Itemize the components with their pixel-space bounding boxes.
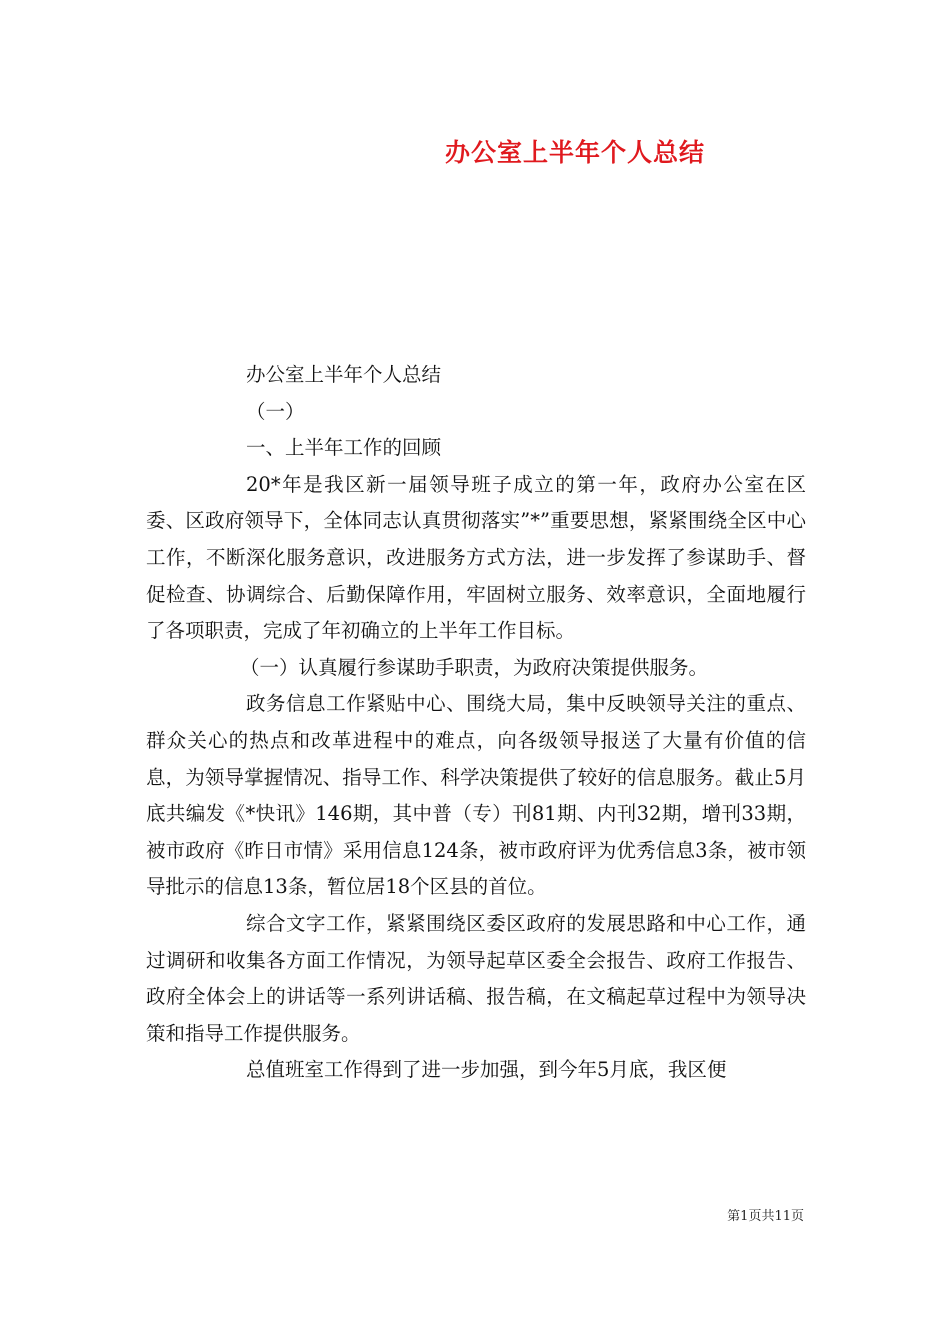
document-body (146, 357, 806, 1089)
document-subtitle: 办公室上半年个人总结 (246, 363, 442, 386)
section-heading: 一、上半年工作的回顾 (246, 436, 442, 460)
paragraph-information: 政务信息工作紧贴中心、围绕大局，集中反映领导关注的重点、群众关心的热点和改革进程中的难点，向各级领导报送了大量有价值的信息，为领导掌握情况、指导工作、科学决策提供了较好的信息服务。截止5月底共编发《*快讯》146期，其中普（专）刊81期、内刊32期，增刊33期，被市政府《昨日市情》采用信息124条，被市政府评为优秀信息3条，被市领导批示的信息13条，暂位居18个区县的首位。 (146, 692, 806, 899)
subsection-heading: （一）认真履行参谋助手职责，为政府决策提供服务。 (240, 655, 709, 679)
document-title: 办公室上半年个人总结 (444, 138, 705, 167)
paragraph-writing: 综合文字工作，紧紧围绕区委区政府的发展思路和中心工作，通过调研和收集各方面工作情况，为领导起草区委全会报告、政府工作报告、政府全体会上的讲话等一系列讲话稿、报告稿，在文稿起草过程中为领导决策和指导工作提供服务。 (146, 911, 806, 1045)
paragraph-intro: 20*年是我区新一届领导班子成立的第一年，政府办公室在区委、区政府领导下，全体同志认真贯彻落实”*”重要思想，紧紧围绕全区中心工作，不断深化服务意识，改进服务方式方法，进一步发挥了参谋助手、督促检查、协调综合、后勤保障作用，牢固树立服务、效率意识，全面地履行了各项职责，完成了年初确立的上半年工作目标。 (146, 472, 806, 643)
paragraph-duty-office: 总值班室工作得到了进一步加强，到今年5月底，我区便 (246, 1058, 727, 1082)
part-marker: （一） (246, 399, 305, 423)
page-number: 第1页共11页 (727, 1209, 804, 1224)
